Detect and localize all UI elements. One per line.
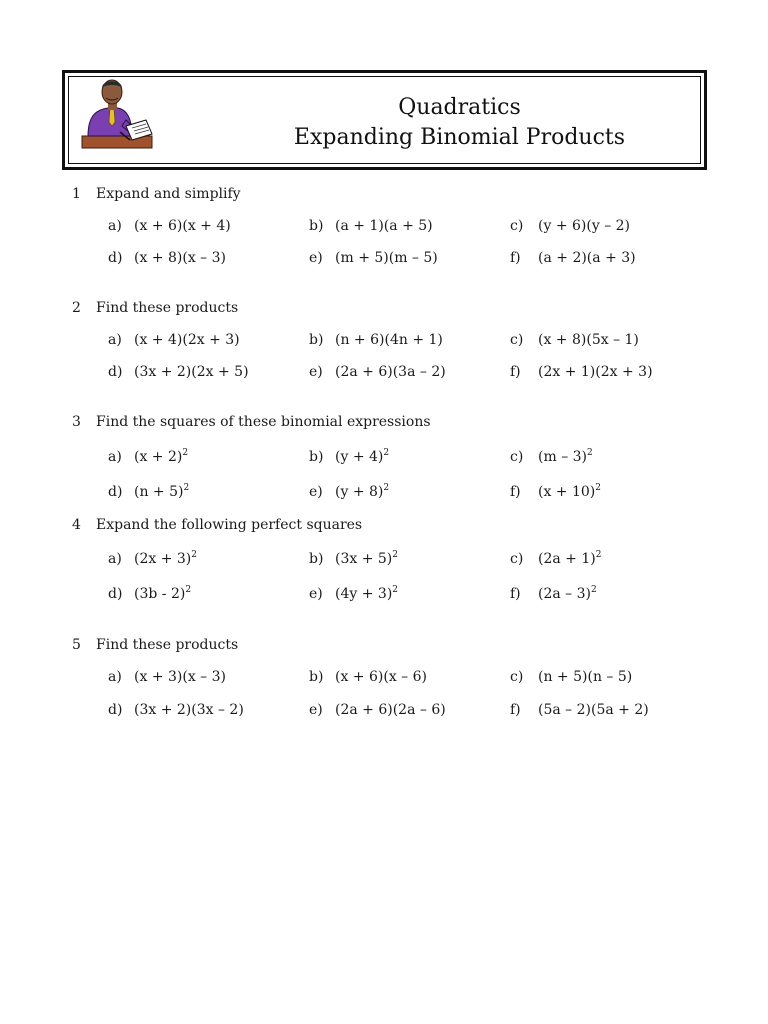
item-exponent: 2 [183, 483, 190, 493]
item-expression: (3b - 2) [134, 586, 186, 602]
question-number: 5 [72, 637, 81, 653]
item-label: e) [309, 364, 323, 380]
item-expression: (3x + 2)(3x – 2) [134, 702, 244, 718]
item-expression: (a + 2)(a + 3) [538, 250, 636, 266]
item-expression: (n + 6)(4n + 1) [335, 332, 443, 348]
item-label: e) [309, 250, 323, 266]
question-5-item [108, 669, 226, 685]
question-instruction: Expand the following perfect squares [96, 517, 363, 533]
item-label: c) [510, 669, 524, 685]
question-instruction: Expand and simplify [96, 186, 241, 202]
item-label: b) [309, 449, 324, 465]
item-label: f) [510, 364, 521, 380]
item-label: b) [309, 669, 324, 685]
item-expression: (2x + 3) [134, 551, 192, 567]
item-expression: (x + 3)(x – 3) [134, 669, 226, 685]
question-5-item [309, 702, 446, 718]
item-label: b) [309, 551, 324, 567]
item-expression: (y + 8) [335, 484, 384, 500]
question-1-item [510, 250, 636, 266]
question-2-item [108, 364, 249, 380]
question-number: 4 [72, 517, 81, 533]
question-4-title [72, 517, 362, 533]
item-expression: (4y + 3) [335, 586, 393, 602]
question-2-item [309, 332, 443, 348]
question-1-item [510, 218, 630, 234]
item-exponent: 2 [392, 550, 398, 560]
item-exponent: 2 [191, 550, 197, 560]
item-expression: (x + 6)(x + 4) [134, 218, 231, 234]
item-label: d) [108, 586, 123, 602]
question-3-item [309, 483, 389, 500]
header-inner-border [68, 76, 701, 164]
question-1-item [108, 218, 231, 234]
question-1-item [309, 218, 433, 234]
item-label: f) [510, 484, 521, 500]
question-number: 2 [72, 300, 81, 316]
question-4-item [108, 550, 197, 567]
question-instruction: Find these products [96, 300, 239, 316]
item-label: d) [108, 364, 123, 380]
question-4-item [510, 585, 597, 602]
question-instruction: Find these products [96, 637, 239, 653]
item-label: a) [108, 332, 122, 348]
question-4-item [309, 585, 398, 602]
item-label: c) [510, 218, 524, 234]
item-label: e) [309, 586, 323, 602]
item-exponent: 2 [595, 550, 602, 560]
question-5-item [309, 669, 427, 685]
question-1-title [72, 186, 241, 202]
item-exponent: 2 [185, 585, 192, 595]
item-label: e) [309, 484, 323, 500]
question-3-item [510, 448, 593, 465]
item-label: d) [108, 702, 123, 718]
item-expression: (x + 10) [538, 484, 596, 500]
page-subtitle: Expanding Binomial Products [293, 125, 626, 150]
question-5-title [72, 637, 238, 653]
question-2-item [510, 364, 653, 380]
item-expression: (2a + 6)(2a – 6) [335, 702, 446, 718]
teacher-clipart [80, 74, 154, 150]
question-3-item [108, 448, 188, 465]
item-expression: (n + 5)(n – 5) [538, 669, 633, 685]
item-label: a) [108, 218, 122, 234]
item-exponent: 2 [392, 585, 399, 595]
item-exponent: 2 [587, 448, 593, 458]
item-exponent: 2 [182, 448, 189, 458]
item-label: c) [510, 551, 524, 567]
item-label: f) [510, 702, 521, 718]
item-expression: (2x + 1)(2x + 3) [538, 364, 653, 380]
item-label: a) [108, 449, 122, 465]
header-box [62, 70, 707, 170]
item-exponent: 2 [383, 483, 390, 493]
item-expression: (x + 6)(x – 6) [335, 669, 427, 685]
item-expression: (3x + 5) [335, 551, 393, 567]
item-expression: (n + 5) [134, 484, 184, 500]
question-2-item [108, 332, 240, 348]
question-number: 3 [72, 414, 81, 430]
item-expression: (y + 4) [335, 449, 384, 465]
question-5-item [108, 702, 244, 718]
question-4-item [309, 550, 398, 567]
item-label: c) [510, 449, 524, 465]
item-label: d) [108, 250, 123, 266]
question-4-item [108, 585, 191, 602]
question-5-item [510, 702, 649, 718]
item-label: b) [309, 218, 324, 234]
item-label: c) [510, 332, 524, 348]
question-5-item [510, 669, 632, 685]
question-4-item [510, 550, 601, 567]
question-1-item [108, 250, 226, 266]
item-expression: (2a + 6)(3a – 2) [335, 364, 446, 380]
item-label: d) [108, 484, 123, 500]
question-2-title [72, 300, 238, 316]
item-expression: (x + 8)(5x – 1) [538, 332, 639, 348]
item-expression: (a + 1)(a + 5) [335, 218, 433, 234]
item-label: f) [510, 586, 521, 602]
question-3-item [108, 483, 189, 500]
question-instruction: Find the squares of these binomial expressions [96, 414, 431, 430]
question-1-item [309, 250, 438, 266]
item-expression: (x + 4)(2x + 3) [134, 332, 240, 348]
question-3-item [510, 483, 601, 500]
item-label: e) [309, 702, 323, 718]
question-2-item [510, 332, 639, 348]
question-3-title [72, 414, 431, 430]
item-expression: (m – 3) [538, 449, 588, 465]
item-expression: (5a – 2)(5a + 2) [538, 702, 649, 718]
question-3-item [309, 448, 389, 465]
item-exponent: 2 [383, 448, 390, 458]
item-label: a) [108, 551, 122, 567]
item-label: f) [510, 250, 521, 266]
question-number: 1 [72, 186, 81, 202]
item-expression: (x + 2) [134, 449, 183, 465]
item-exponent: 2 [595, 483, 601, 493]
item-expression: (3x + 2)(2x + 5) [134, 364, 249, 380]
item-label: a) [108, 669, 122, 685]
item-expression: (m + 5)(m – 5) [335, 250, 438, 266]
item-expression: (2a – 3) [538, 586, 591, 602]
item-label: b) [309, 332, 324, 348]
page-title: Quadratics [398, 95, 521, 120]
item-exponent: 2 [591, 585, 597, 595]
question-2-item [309, 364, 446, 380]
item-expression: (y + 6)(y – 2) [538, 218, 631, 234]
item-expression: (2a + 1) [538, 551, 596, 567]
item-expression: (x + 8)(x – 3) [134, 250, 226, 266]
